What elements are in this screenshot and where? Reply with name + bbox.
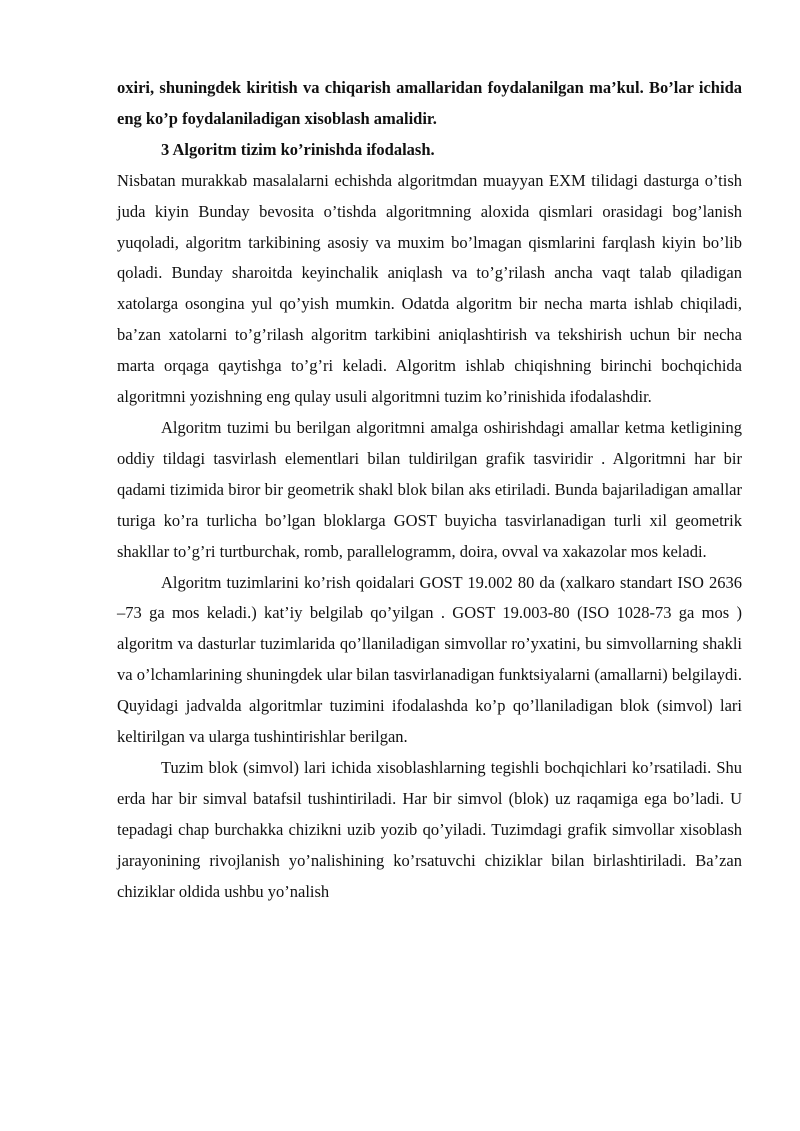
section-heading: 3 Algoritm tizim ko’rinishda ifodalash. xyxy=(161,139,435,159)
paragraph-2: Algoritm tuzimi bu berilgan algoritmni amalga oshirishdagi amallar ketma ketligining oddiy tildagi tasvirlash elementlari bilan tuldirilgan grafik tasviridir . Algoritmni har bir qadami tizimida biror bir geometrik shakl blok bilan aks etiriladi. Bunda bajariladigan amallar turiga ko’ra turlicha bo’lgan bloklarga GOST buyicha tasvirlanadigan turli xil geometrik shakllar to’g’ri turtburchak, romb, parallelogramm, doira, ovval va xakazolar mos keladi. xyxy=(117,417,742,561)
paragraph-4: Tuzim blok (simvol) lari ichida xisoblashlarning tegishli bochqichlari ko’rsatiladi. Shu erda har bir simval batafsil tushintiriladi. Har bir simvol (blok) uz raqamiga ega bo’ladi. U tepadagi chap burchakka chizikni uzib yozib qo’yiladi. Tuzimdagi grafik simvollar xisoblash jarayonining rivojlanish yo’nalishining ko’rsatuvchi chiziklar bilan birlashtiriladi. Ba’zan chiziklar oldida ushbu yo’nalish xyxy=(117,757,742,901)
intro-bold-text: oxiri, shuningdek kiritish va chiqarish amallaridan foydalanilgan ma’kul. Bo’lar ichida eng ko’p foydalaniladigan xisoblash amalidir. xyxy=(117,78,742,128)
paragraph-3: Algoritm tuzimlarini ko’rish qoidalari GOST 19.002 80 da (xalkaro standart ISO 2636 –73 ga mos keladi.) kat’iy belgilab qo’yilgan . GOST 19.003-80 (ISO 1028-73 ga mos ) algoritm va dasturlar tuzimlarida qo’llaniladigan simvollar ro’yxatini, bu simvollarning shakli va o’lchamlarining shuningdek ular bilan tasvirlanadigan funktsiyalarni (amallarni) belgilaydi. Quyidagi jadvalda algoritmlar tuzimini ifodalashda ko’p qo’llaniladigan blok (simvol) lari keltirilgan va ularga tushintirishlar berilgan. xyxy=(117,572,742,747)
paragraph-1: Nisbatan murakkab masalalarni echishda algoritmdan muayyan EXM tilidagi dasturga o’tish juda kiyin Bunday bevosita o’tishda algoritmning aloxida qismlari orasidagi bog’lanish yuqoladi, algoritm tarkibining asosiy va muxim bo’lmagan qismlarini farqlash kiyin bo’lib qoladi. Bunday sharoitda keyinchalik aniqlash va to’g’rilash ancha vaqt talab qiladigan xatolarga osongina yul qo’yish mumkin. Odatda algoritm bir necha marta ishlab chiqiladi, ba’zan xatolarni to’g’rilash algoritm tarkibini aniqlashtirish va tekshirish uchun bir necha marta orqaga qaytishga to’g’ri keladi. Algoritm ishlab chiqishning birinchi bochqichida algoritmni yozishning eng qulay usuli algoritmni tuzim ko’rinishida ifodalashdir. xyxy=(117,170,742,407)
document-page xyxy=(117,73,742,907)
